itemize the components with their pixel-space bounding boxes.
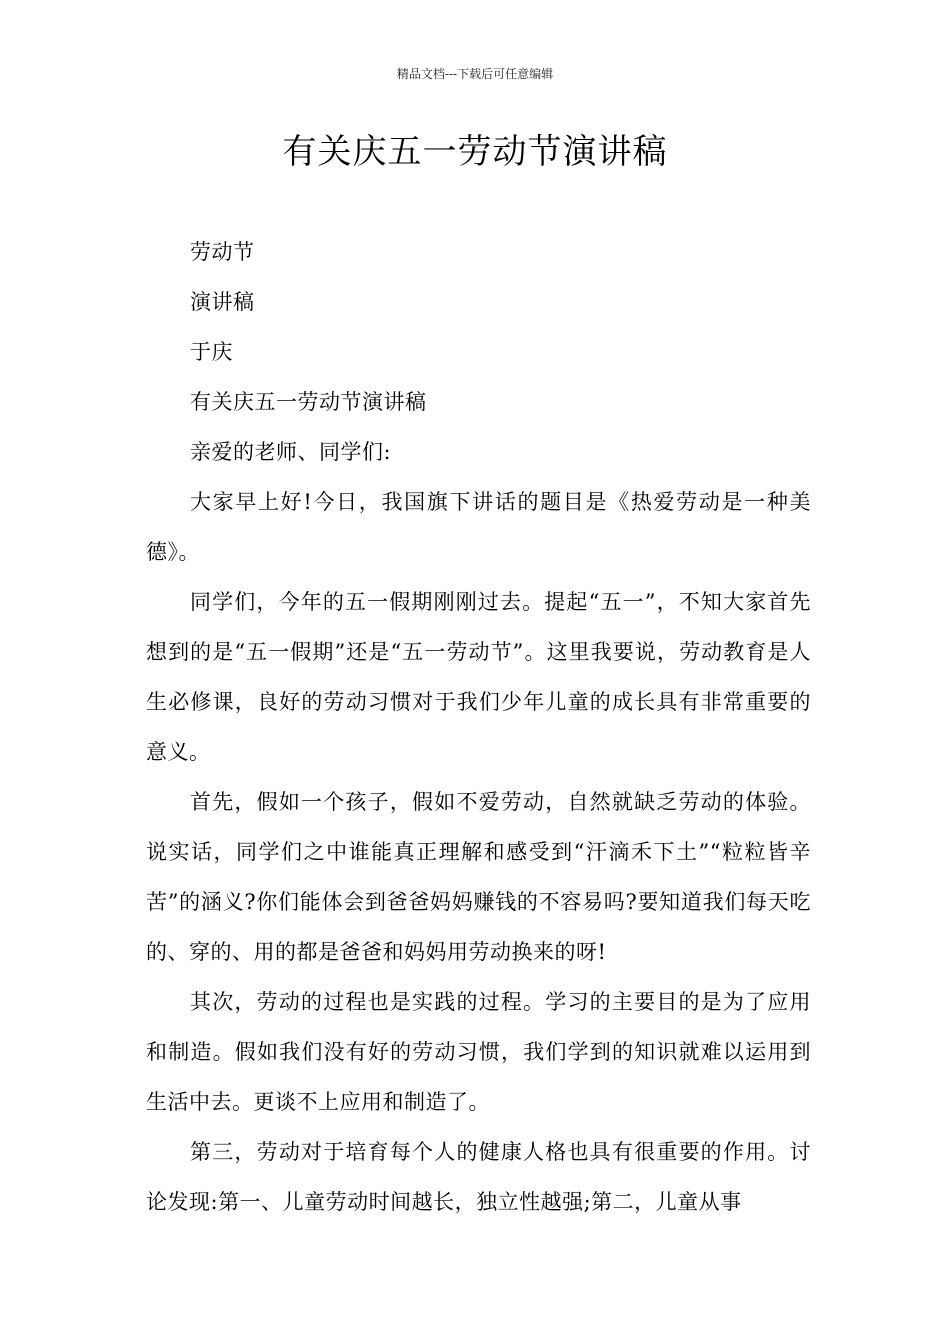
document-body	[146, 227, 811, 1227]
document-title: 有关庆五一劳动节演讲稿	[282, 132, 668, 172]
paragraph: 同学们，今年的五一假期刚刚过去。提起“五一”，不知大家首先想到的是“五一假期”还是“五一劳动节”。这里我要说，劳动教育是人生必修课，良好的劳动习惯对于我们少年儿童的成长具有非常重要的意义。	[146, 590, 811, 764]
header-note: 精品文档---下载后可任意编辑	[396, 67, 554, 81]
paragraph: 其次，劳动的过程也是实践的过程。学习的主要目的是为了应用和制造。假如我们没有好的劳动习惯，我们学到的知识就难以运用到生活中去。更谈不上应用和制造了。	[146, 990, 811, 1114]
paragraph: 大家早上好!今日，我国旗下讲话的题目是《热爱劳动是一种美德》。	[146, 490, 811, 564]
paragraph: 劳动节	[190, 240, 255, 264]
paragraph: 第三，劳动对于培育每个人的健康人格也具有很重要的作用。讨论发现:第一、儿童劳动时间越长，独立性越强;第二，儿童从事	[146, 1140, 811, 1214]
paragraph: 于庆	[190, 340, 233, 364]
paragraph: 演讲稿	[190, 290, 255, 314]
paragraph: 亲爱的老师、同学们:	[190, 440, 392, 464]
paragraph: 首先，假如一个孩子，假如不爱劳动，自然就缺乏劳动的体验。说实话，同学们之中谁能真正理解和感受到“汗滴禾下土”“粒粒皆辛苦”的涵义?你们能体会到爸爸妈妈赚钱的不容易吗?要知道我们每天吃的、穿的、用的都是爸爸和妈妈用劳动换来的呀!	[146, 790, 811, 964]
paragraph: 有关庆五一劳动节演讲稿	[190, 390, 427, 414]
